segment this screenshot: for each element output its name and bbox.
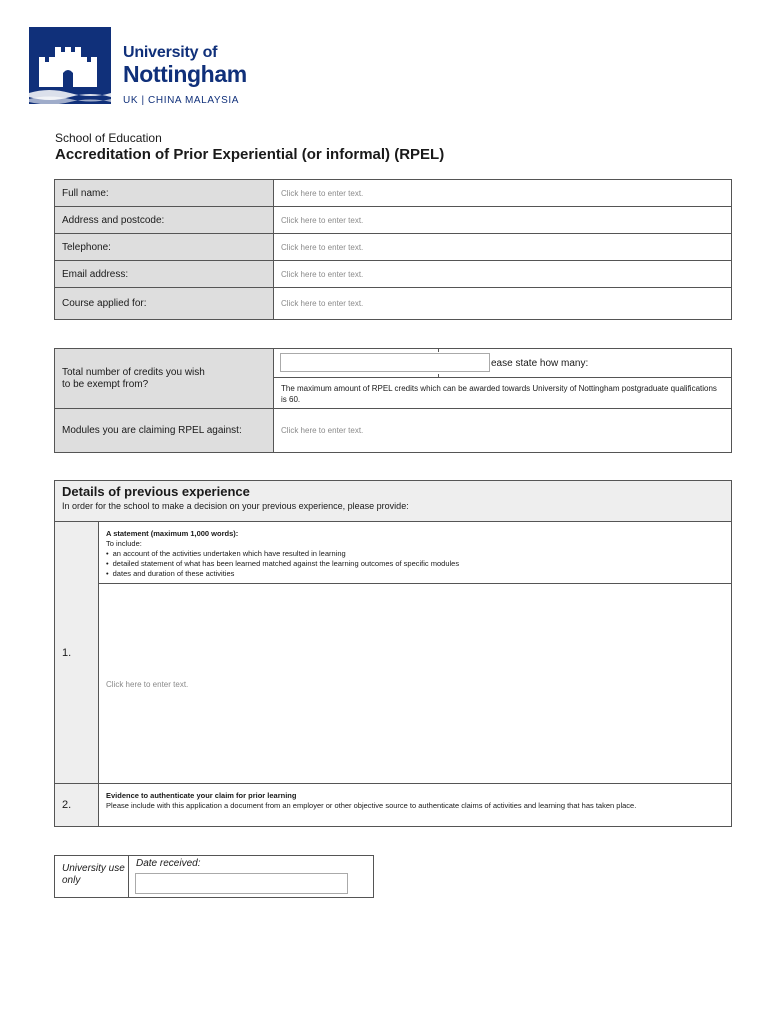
date-received-cell [129, 856, 373, 897]
details-header [55, 481, 731, 522]
personal-details-table [54, 179, 732, 320]
credits-note: The maximum amount of RPEL credits which can be awarded towards University of Nottingham postgraduate qualifications is 60. [281, 384, 717, 404]
statement-include: To include: [106, 539, 142, 548]
statement-placeholder: Click here to enter text. [106, 680, 189, 689]
statement-title: A statement (maximum 1,000 words): [106, 529, 239, 538]
logo-line2: Nottingham [123, 61, 247, 87]
telephone-label: Telephone: [55, 234, 274, 260]
table-row [55, 234, 731, 261]
logo-wordmark [123, 44, 247, 108]
statement-instructions [99, 522, 731, 584]
email-field[interactable]: Click here to enter text. [281, 269, 364, 279]
office-use-table [54, 855, 374, 898]
modules-field[interactable]: Click here to enter text. [281, 426, 364, 435]
state-how-many-text: ease state how many: [491, 358, 589, 369]
university-logo [29, 27, 259, 107]
address-field[interactable]: Click here to enter text. [281, 215, 364, 225]
cell-tick [438, 349, 439, 352]
university-use-label: University use only [55, 856, 129, 897]
item-number: 1. [55, 522, 99, 783]
school-name: School of Education [55, 131, 162, 145]
table-row [55, 409, 731, 452]
credits-table [54, 348, 732, 453]
date-received-label: Date received: [136, 858, 201, 869]
table-row [55, 207, 731, 234]
logo-line3: UK | CHINA MALAYSIA [123, 95, 240, 106]
list-item: • an account of the activities undertaken which have resulted in learning [106, 549, 724, 559]
table-row [55, 261, 731, 288]
evidence-row [55, 784, 731, 826]
credits-cell [274, 349, 731, 408]
credits-input-row [274, 349, 731, 378]
course-label: Course applied for: [55, 288, 274, 319]
credits-label: Total number of credits you wish to be exempt from? [55, 349, 274, 408]
telephone-field[interactable]: Click here to enter text. [281, 242, 364, 252]
details-table [54, 480, 732, 827]
statement-cell [99, 522, 731, 783]
credits-input[interactable] [280, 353, 490, 372]
details-heading: Details of previous experience [62, 484, 250, 499]
table-row [55, 288, 731, 319]
address-label: Address and postcode: [55, 207, 274, 233]
list-item: • dates and duration of these activities [106, 569, 724, 579]
evidence-title: Evidence to authenticate your claim for prior learning [106, 791, 297, 800]
item-number: 2. [55, 784, 99, 826]
evidence-text-block [99, 784, 731, 811]
evidence-text: Please include with this application a document from an employer or other objective source to authenticate claims of activities and learning that has taken place. [106, 801, 637, 810]
details-intro: In order for the school to make a decision on your previous experience, please provide: [62, 501, 409, 511]
cell-tick [438, 374, 439, 377]
statement-row [55, 522, 731, 784]
email-label: Email address: [55, 261, 274, 287]
statement-bullets [106, 549, 724, 579]
castle-crest-icon [29, 27, 111, 104]
modules-label: Modules you are claiming RPEL against: [55, 409, 274, 452]
list-item: • detailed statement of what has been learned matched against the learning outcomes of specific modules [106, 559, 724, 569]
evidence-cell [99, 784, 731, 826]
page-title: Accreditation of Prior Experiential (or informal) (RPEL) [55, 146, 445, 163]
logo-line1: University of [123, 44, 218, 61]
table-row [55, 180, 731, 207]
full-name-label: Full name: [55, 180, 274, 206]
table-row [55, 349, 731, 409]
course-field[interactable]: Click here to enter text. [281, 299, 364, 308]
full-name-field[interactable]: Click here to enter text. [281, 188, 364, 198]
date-received-input[interactable] [135, 873, 348, 894]
statement-field[interactable] [99, 584, 731, 783]
